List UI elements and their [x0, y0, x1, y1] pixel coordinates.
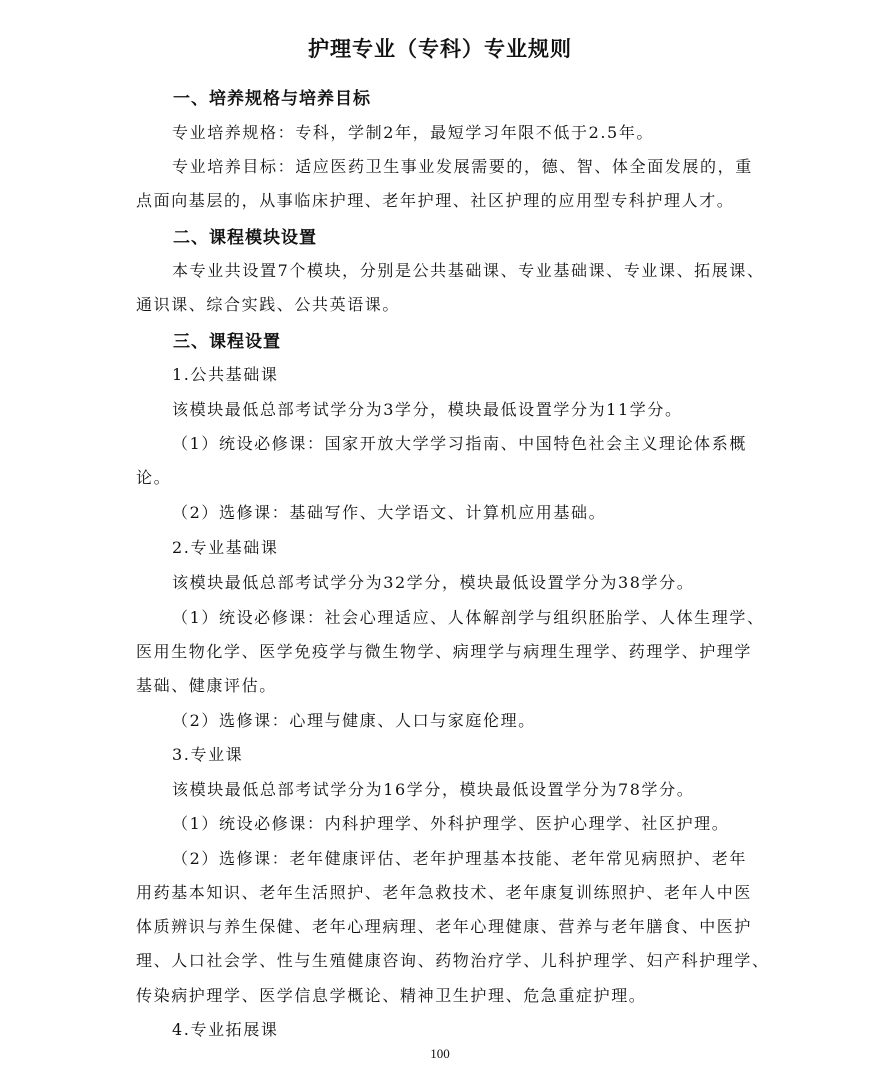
section-heading-3: 三、课程设置	[173, 332, 281, 352]
paragraph-line: 用药基本知识、老年生活照护、老年急救技术、老年康复训练照护、老年人中医	[136, 883, 753, 902]
paragraph-line: 该模块最低总部考试学分为16学分，模块最低设置学分为78学分。	[172, 780, 695, 799]
paragraph-line: （1）统设必修课：社会心理适应、人体解剖学与组织胚胎学、人体生理学、	[172, 608, 765, 627]
paragraph-line: 专业培养规格：专科，学制2年，最短学习年限不低于2.5年。	[172, 123, 655, 142]
paragraph-line: 理、人口社会学、性与生殖健康咨询、药物治疗学、儿科护理学、妇产科护理学、	[136, 951, 770, 970]
paragraph-line: （2）选修课：老年健康评估、老年护理基本技能、老年常见病照护、老年	[172, 849, 747, 868]
paragraph-line: 本专业共设置7个模块，分别是公共基础课、专业基础课、专业课、拓展课、	[172, 261, 765, 280]
subsection-title: 2.专业基础课	[172, 538, 279, 557]
paragraph-line: 该模块最低总部考试学分为3学分，模块最低设置学分为11学分。	[172, 400, 683, 419]
paragraph-line: （1）统设必修课：国家开放大学学习指南、中国特色社会主义理论体系概	[172, 434, 747, 453]
paragraph-line: （1）统设必修课：内科护理学、外科护理学、医护心理学、社区护理。	[172, 814, 730, 833]
subsection-title: 1.公共基础课	[172, 365, 279, 384]
paragraph-line: 点面向基层的，从事临床护理、老年护理、社区护理的应用型专科护理人才。	[136, 191, 735, 210]
page-title: 护理专业（专科）专业规则	[308, 37, 572, 61]
page-number: 100	[430, 1046, 450, 1061]
paragraph-line: 专业培养目标：适应医药卫生事业发展需要的，德、智、体全面发展的，重	[172, 157, 753, 176]
paragraph-line: 体质辨识与养生保健、老年心理病理、老年心理健康、营养与老年膳食、中医护	[136, 917, 753, 936]
paragraph-line: 医用生物化学、医学免疫学与微生物学、病理学与病理生理学、药理学、护理学	[136, 642, 753, 661]
paragraph-line: 通识课、综合实践、公共英语课。	[136, 295, 401, 314]
paragraph-line: （2）选修课：基础写作、大学语文、计算机应用基础。	[172, 503, 607, 522]
paragraph-line: （2）选修课：心理与健康、人口与家庭伦理。	[172, 711, 536, 730]
paragraph-line: 该模块最低总部考试学分为32学分，模块最低设置学分为38学分。	[172, 573, 695, 592]
subsection-title: 4.专业拓展课	[172, 1020, 279, 1039]
subsection-title: 3.专业课	[172, 745, 244, 764]
section-heading-2: 二、课程模块设置	[173, 228, 317, 248]
paragraph-line: 基础、健康评估。	[136, 676, 277, 695]
paragraph-line: 论。	[136, 468, 172, 487]
paragraph-line: 传染病护理学、医学信息学概论、精神卫生护理、危急重症护理。	[136, 986, 647, 1005]
section-heading-1: 一、培养规格与培养目标	[173, 89, 371, 109]
